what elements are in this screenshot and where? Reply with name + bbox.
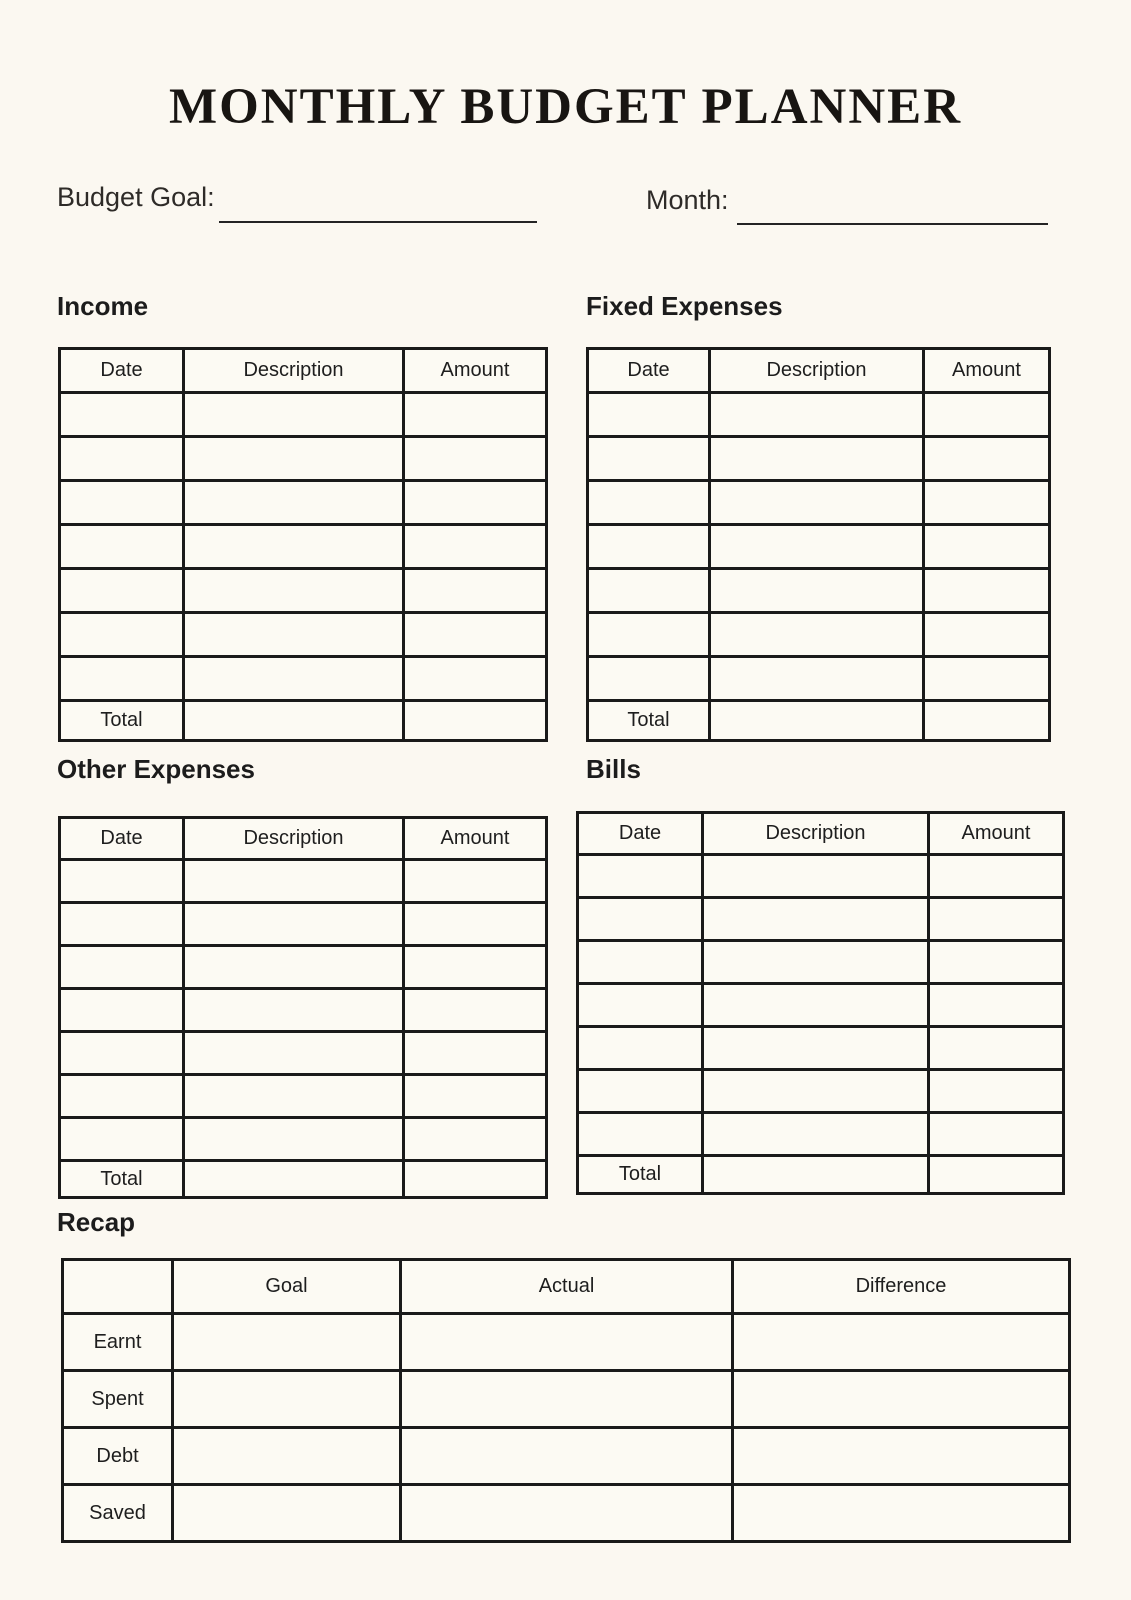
other-expenses-total-label: Total (60, 1161, 184, 1198)
fixed-expenses-total-description-cell (710, 701, 924, 741)
recap-earnt-actual-cell (401, 1314, 733, 1371)
other-expenses-amount-cell-empty (404, 946, 547, 989)
income-total-row (60, 701, 547, 741)
income-total-label: Total (60, 701, 184, 741)
page-title: MONTHLY BUDGET PLANNER (168, 79, 963, 135)
recap-debt-goal-cell (173, 1428, 401, 1485)
bills-table-container (576, 811, 1062, 1195)
income-amount-cell-empty (404, 393, 547, 437)
income-amount-cell-empty (404, 569, 547, 613)
bills-column-header-description: Description (703, 813, 929, 855)
fixed-expenses-date-cell-empty (588, 437, 710, 481)
fixed-expenses-date-cell-empty (588, 657, 710, 701)
budget-goal-label: Budget Goal: (57, 182, 215, 212)
bills-date-cell-empty (578, 1113, 703, 1156)
fixed-expenses-description-cell-empty (710, 613, 924, 657)
other-expenses-column-header-amount: Amount (404, 818, 547, 860)
fixed-expenses-row-1 (588, 393, 1050, 437)
recap-earnt-goal-cell (173, 1314, 401, 1371)
recap-spent-actual-cell (401, 1371, 733, 1428)
recap-row-debt (63, 1428, 1070, 1485)
other-expenses-description-cell-empty (184, 1032, 404, 1075)
fixed-expenses-amount-cell-empty (924, 437, 1050, 481)
other-expenses-amount-cell-empty (404, 1075, 547, 1118)
income-amount-cell-empty (404, 525, 547, 569)
fixed-expenses-amount-cell-empty (924, 613, 1050, 657)
other-expenses-row-7 (60, 1118, 547, 1161)
other-expenses-date-cell-empty (60, 989, 184, 1032)
recap-saved-actual-cell (401, 1485, 733, 1542)
income-header-row (60, 349, 547, 393)
fixed-expenses-description-cell-empty (710, 569, 924, 613)
other-expenses-amount-cell-empty (404, 1032, 547, 1075)
fixed-expenses-total-label: Total (588, 701, 710, 741)
fixed-expenses-row-2 (588, 437, 1050, 481)
other-expenses-table-container (58, 816, 545, 1199)
income-total-amount-cell (404, 701, 547, 741)
recap-column-header-blank (63, 1260, 173, 1314)
other-expenses-total-row (60, 1161, 547, 1198)
bills-amount-cell-empty (929, 1070, 1064, 1113)
bills-header-row (578, 813, 1064, 855)
budget-goal-line (219, 221, 537, 223)
recap-row-saved (63, 1485, 1070, 1542)
other-expenses-row-6 (60, 1075, 547, 1118)
income-row-6 (60, 613, 547, 657)
income-date-cell-empty (60, 393, 184, 437)
income-amount-cell-empty (404, 481, 547, 525)
other-expenses-date-cell-empty (60, 1032, 184, 1075)
other-expenses-header-row (60, 818, 547, 860)
recap-saved-difference-cell (733, 1485, 1070, 1542)
bills-total-label: Total (578, 1156, 703, 1194)
bills-amount-cell-empty (929, 984, 1064, 1027)
bills-table (576, 811, 1065, 1195)
recap-earnt-difference-cell (733, 1314, 1070, 1371)
fixed-expenses-table-container (586, 347, 1048, 742)
recap-debt-actual-cell (401, 1428, 733, 1485)
recap-debt-difference-cell (733, 1428, 1070, 1485)
fixed-expenses-date-cell-empty (588, 613, 710, 657)
fixed-expenses-row-5 (588, 569, 1050, 613)
other-expenses-table (58, 816, 548, 1199)
section-heading-income: Income (57, 291, 149, 321)
bills-description-cell-empty (703, 1027, 929, 1070)
bills-description-cell-empty (703, 941, 929, 984)
recap-row-label-spent: Spent (63, 1371, 173, 1428)
fixed-expenses-date-cell-empty (588, 525, 710, 569)
other-expenses-row-2 (60, 903, 547, 946)
bills-total-amount-cell (929, 1156, 1064, 1194)
income-table (58, 347, 548, 742)
fixed-expenses-amount-cell-empty (924, 393, 1050, 437)
fixed-expenses-row-6 (588, 613, 1050, 657)
recap-spent-difference-cell (733, 1371, 1070, 1428)
fixed-expenses-column-header-date: Date (588, 349, 710, 393)
income-column-header-date: Date (60, 349, 184, 393)
income-amount-cell-empty (404, 613, 547, 657)
other-expenses-date-cell-empty (60, 903, 184, 946)
bills-row-3 (578, 941, 1064, 984)
bills-description-cell-empty (703, 1113, 929, 1156)
recap-table (61, 1258, 1071, 1543)
fixed-expenses-amount-cell-empty (924, 657, 1050, 701)
bills-row-5 (578, 1027, 1064, 1070)
recap-row-label-debt: Debt (63, 1428, 173, 1485)
bills-column-header-amount: Amount (929, 813, 1064, 855)
income-description-cell-empty (184, 525, 404, 569)
income-amount-cell-empty (404, 437, 547, 481)
bills-date-cell-empty (578, 898, 703, 941)
section-heading-fixed-expenses: Fixed Expenses (586, 291, 783, 321)
other-expenses-date-cell-empty (60, 1118, 184, 1161)
fixed-expenses-amount-cell-empty (924, 481, 1050, 525)
fixed-expenses-date-cell-empty (588, 481, 710, 525)
bills-row-2 (578, 898, 1064, 941)
income-column-header-description: Description (184, 349, 404, 393)
income-description-cell-empty (184, 437, 404, 481)
recap-row-earnt (63, 1314, 1070, 1371)
income-date-cell-empty (60, 481, 184, 525)
recap-column-header-difference: Difference (733, 1260, 1070, 1314)
income-date-cell-empty (60, 525, 184, 569)
other-expenses-column-header-date: Date (60, 818, 184, 860)
fixed-expenses-table (586, 347, 1051, 742)
other-expenses-row-5 (60, 1032, 547, 1075)
income-row-4 (60, 525, 547, 569)
other-expenses-row-1 (60, 860, 547, 903)
fixed-expenses-column-header-amount: Amount (924, 349, 1050, 393)
bills-amount-cell-empty (929, 1113, 1064, 1156)
other-expenses-description-cell-empty (184, 989, 404, 1032)
fixed-expenses-amount-cell-empty (924, 569, 1050, 613)
bills-amount-cell-empty (929, 941, 1064, 984)
other-expenses-date-cell-empty (60, 860, 184, 903)
bills-description-cell-empty (703, 855, 929, 898)
other-expenses-date-cell-empty (60, 1075, 184, 1118)
income-description-cell-empty (184, 481, 404, 525)
income-description-cell-empty (184, 393, 404, 437)
recap-column-header-actual: Actual (401, 1260, 733, 1314)
bills-amount-cell-empty (929, 1027, 1064, 1070)
income-row-7 (60, 657, 547, 701)
bills-row-4 (578, 984, 1064, 1027)
recap-row-label-earnt: Earnt (63, 1314, 173, 1371)
fixed-expenses-row-7 (588, 657, 1050, 701)
recap-row-label-saved: Saved (63, 1485, 173, 1542)
income-row-1 (60, 393, 547, 437)
bills-date-cell-empty (578, 1070, 703, 1113)
recap-saved-goal-cell (173, 1485, 401, 1542)
bills-column-header-date: Date (578, 813, 703, 855)
recap-column-header-goal: Goal (173, 1260, 401, 1314)
bills-amount-cell-empty (929, 855, 1064, 898)
bills-row-1 (578, 855, 1064, 898)
fixed-expenses-row-3 (588, 481, 1050, 525)
bills-row-6 (578, 1070, 1064, 1113)
month-line (737, 223, 1048, 225)
bills-date-cell-empty (578, 855, 703, 898)
fixed-expenses-description-cell-empty (710, 481, 924, 525)
fixed-expenses-description-cell-empty (710, 437, 924, 481)
bills-date-cell-empty (578, 1027, 703, 1070)
income-date-cell-empty (60, 657, 184, 701)
other-expenses-description-cell-empty (184, 946, 404, 989)
other-expenses-amount-cell-empty (404, 1118, 547, 1161)
fixed-expenses-date-cell-empty (588, 393, 710, 437)
recap-row-spent (63, 1371, 1070, 1428)
income-date-cell-empty (60, 569, 184, 613)
income-total-description-cell (184, 701, 404, 741)
income-table-container (58, 347, 545, 742)
other-expenses-amount-cell-empty (404, 903, 547, 946)
income-row-5 (60, 569, 547, 613)
other-expenses-amount-cell-empty (404, 860, 547, 903)
other-expenses-description-cell-empty (184, 860, 404, 903)
bills-amount-cell-empty (929, 898, 1064, 941)
other-expenses-amount-cell-empty (404, 989, 547, 1032)
recap-header-row (63, 1260, 1070, 1314)
section-heading-other-expenses: Other Expenses (57, 754, 255, 784)
fixed-expenses-total-amount-cell (924, 701, 1050, 741)
bills-total-description-cell (703, 1156, 929, 1194)
income-date-cell-empty (60, 437, 184, 481)
other-expenses-description-cell-empty (184, 1075, 404, 1118)
other-expenses-date-cell-empty (60, 946, 184, 989)
other-expenses-column-header-description: Description (184, 818, 404, 860)
fixed-expenses-column-header-description: Description (710, 349, 924, 393)
fixed-expenses-date-cell-empty (588, 569, 710, 613)
bills-total-row (578, 1156, 1064, 1194)
fixed-expenses-amount-cell-empty (924, 525, 1050, 569)
bills-description-cell-empty (703, 898, 929, 941)
month-label: Month: (646, 185, 729, 215)
income-description-cell-empty (184, 613, 404, 657)
fixed-expenses-description-cell-empty (710, 525, 924, 569)
fixed-expenses-total-row (588, 701, 1050, 741)
income-description-cell-empty (184, 657, 404, 701)
fixed-expenses-description-cell-empty (710, 393, 924, 437)
section-heading-recap: Recap (57, 1207, 136, 1237)
recap-table-container (61, 1258, 1068, 1543)
bills-row-7 (578, 1113, 1064, 1156)
other-expenses-description-cell-empty (184, 1118, 404, 1161)
other-expenses-row-3 (60, 946, 547, 989)
bills-date-cell-empty (578, 984, 703, 1027)
fixed-expenses-row-4 (588, 525, 1050, 569)
other-expenses-row-4 (60, 989, 547, 1032)
other-expenses-description-cell-empty (184, 903, 404, 946)
income-row-2 (60, 437, 547, 481)
income-column-header-amount: Amount (404, 349, 547, 393)
section-heading-bills: Bills (586, 754, 641, 784)
recap-spent-goal-cell (173, 1371, 401, 1428)
income-description-cell-empty (184, 569, 404, 613)
other-expenses-total-amount-cell (404, 1161, 547, 1198)
income-date-cell-empty (60, 613, 184, 657)
income-amount-cell-empty (404, 657, 547, 701)
bills-description-cell-empty (703, 1070, 929, 1113)
fixed-expenses-description-cell-empty (710, 657, 924, 701)
bills-date-cell-empty (578, 941, 703, 984)
bills-description-cell-empty (703, 984, 929, 1027)
fixed-expenses-header-row (588, 349, 1050, 393)
income-row-3 (60, 481, 547, 525)
other-expenses-total-description-cell (184, 1161, 404, 1198)
